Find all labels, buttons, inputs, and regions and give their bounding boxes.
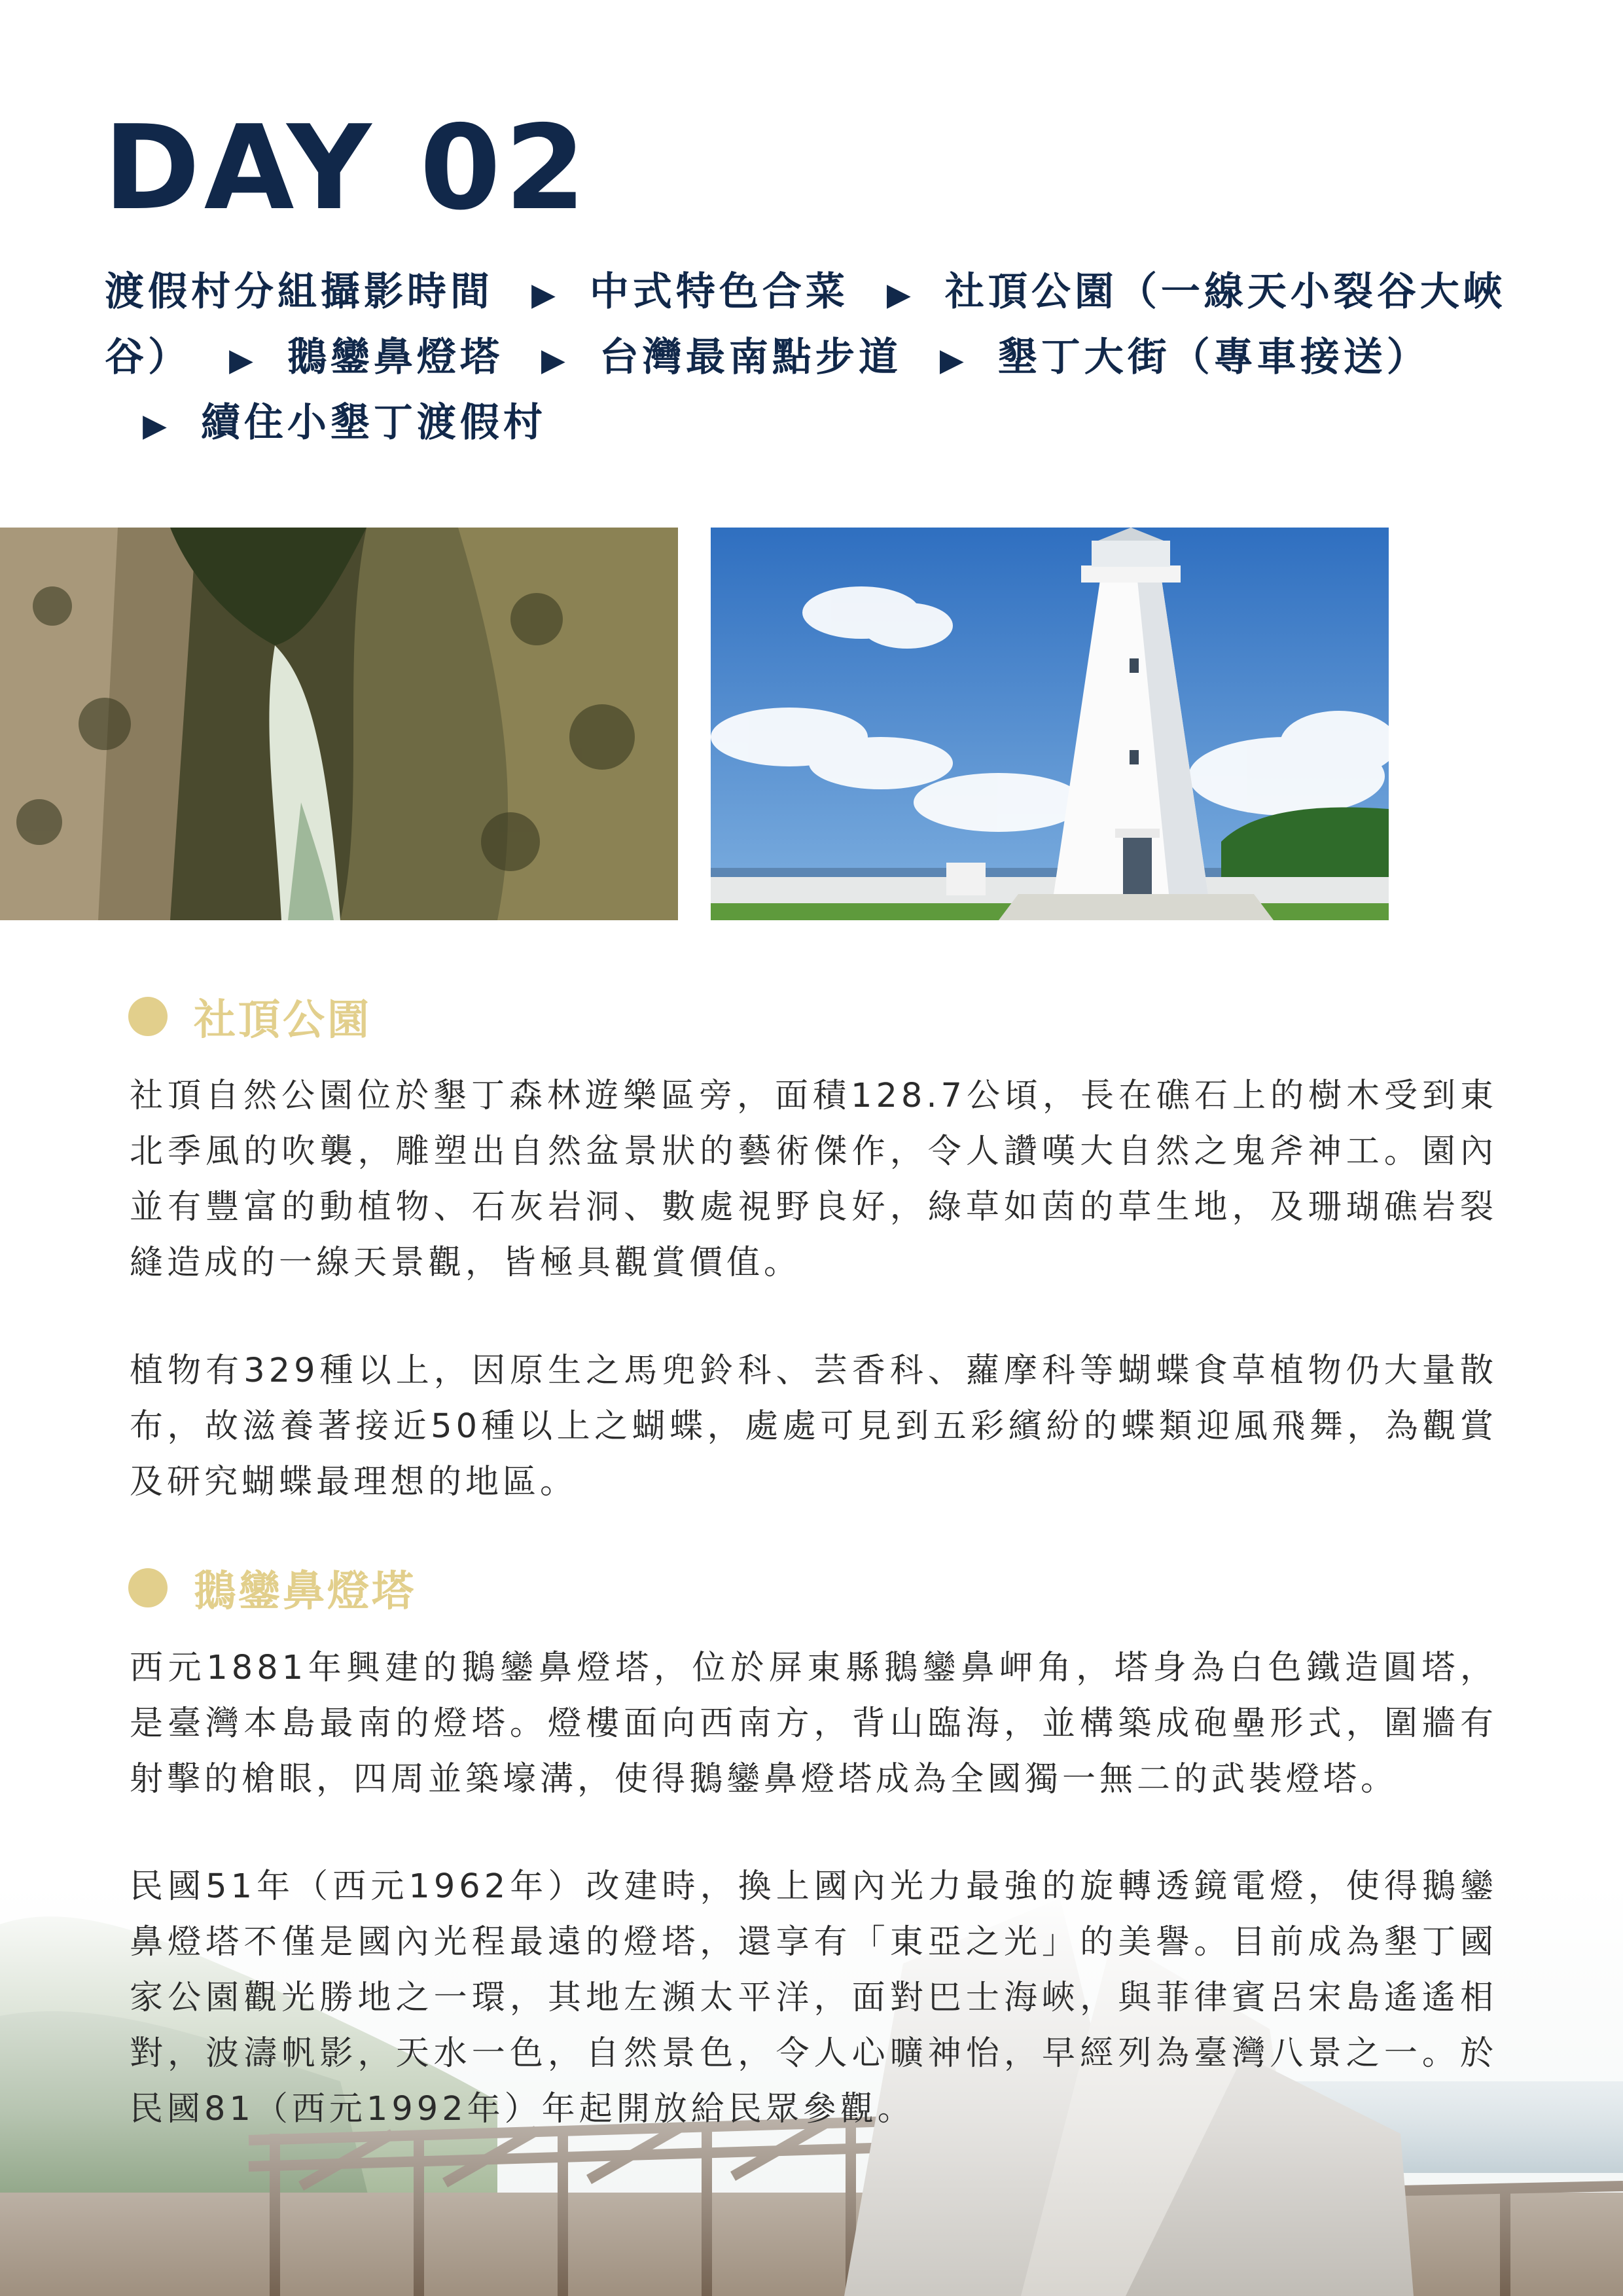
- lighthouse-photo: [711, 528, 1389, 920]
- day-title: DAY 02: [103, 100, 590, 236]
- itinerary-stop: 鵝鑾鼻燈塔: [287, 334, 503, 380]
- itinerary-route: [105, 260, 1525, 457]
- arrow-right-icon: ▶: [143, 407, 171, 444]
- itinerary-stop: 台灣最南點步道: [599, 334, 902, 380]
- arrow-right-icon: ▶: [229, 342, 257, 378]
- section-heading-eluanbi-lighthouse: [128, 1562, 416, 1614]
- itinerary-stop: 渡假村分組攝影時間: [105, 269, 493, 315]
- canyon-photo: [0, 528, 678, 920]
- section-heading-sheding-park: [128, 990, 372, 1043]
- section-paragraph: 社頂自然公園位於墾丁森林遊樂區旁，面積128.7公頃，長在礁石上的樹木受到東北季風的吹襲，雕塑出自然盆景狀的藝術傑作，令人讚嘆大自然之鬼斧神工。園內並有豐富的動植物、石灰岩洞、數處視野良好，綠草如茵的草生地，及珊瑚礁岩裂縫造成的一線天景觀，皆極具觀賞價值。: [130, 1077, 1497, 1282]
- section-title: 社頂公園: [194, 996, 372, 1045]
- itinerary-stop: 中式特色合菜: [589, 269, 849, 315]
- arrow-right-icon: ▶: [531, 276, 560, 313]
- section-paragraph: 植物有329種以上，因原生之馬兜鈴科、芸香科、蘿摩科等蝴蝶食草植物仍大量散布，故滋養著接近50種以上之蝴蝶，處處可見到五彩繽紛的蝶類迎風飛舞，為觀賞及研究蝴蝶最理想的地區。: [130, 1352, 1497, 1501]
- arrow-right-icon: ▶: [886, 276, 915, 313]
- itinerary-stop: 墾丁大街（專車接送）: [997, 334, 1430, 380]
- arrow-right-icon: ▶: [939, 342, 968, 378]
- section-title: 鵝鑾鼻燈塔: [194, 1567, 416, 1616]
- arrow-right-icon: ▶: [541, 342, 569, 378]
- section-paragraph: 西元1881年興建的鵝鑾鼻燈塔，位於屏東縣鵝鑾鼻岬角，塔身為白色鐵造圓塔，是臺灣本島最南的燈塔。燈樓面向西南方，背山臨海，並構築成砲壘形式，圍牆有射擊的槍眼，四周並築壕溝，使得鵝鑾鼻燈塔成為全國獨一無二的武裝燈塔。: [130, 1649, 1497, 1799]
- itinerary-stop: 社頂公園（一線天小裂谷大峽谷）: [105, 269, 1507, 380]
- bullet-dot-icon: [128, 997, 168, 1036]
- itinerary-stop: 續住小墾丁渡假村: [200, 400, 546, 446]
- section-paragraph: 民國51年（西元1962年）改建時，換上國內光力最強的旋轉透鏡電燈，使得鵝鑾鼻燈塔不僅是國內光程最遠的燈塔，還享有「東亞之光」的美譽。目前成為墾丁國家公園觀光勝地之一環，其地左瀕太平洋，面對巴士海峽，與菲律賓呂宋島遙遙相對，波濤帆影，天水一色，自然景色，令人心曠神怡，早經列為臺灣八景之一。於民國81（西元1992年）年起開放給民眾參觀。: [130, 1867, 1497, 2128]
- bullet-dot-icon: [128, 1568, 168, 1607]
